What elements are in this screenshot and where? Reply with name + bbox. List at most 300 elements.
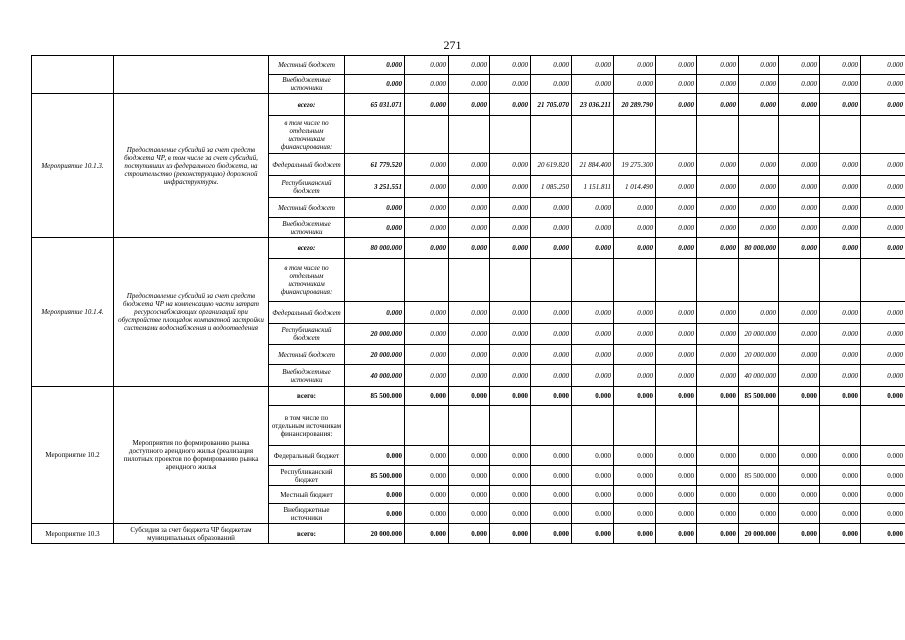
value-cell: 0.000 <box>572 486 614 504</box>
value-cell: 0.000 <box>861 238 905 259</box>
value-cell: 0.000 <box>820 94 861 116</box>
value-cell: 0.000 <box>614 466 656 486</box>
value-cell: 0.000 <box>572 302 614 324</box>
value-cell: 0.000 <box>490 94 531 116</box>
value-cell: 0.000 <box>531 486 572 504</box>
value-cell <box>820 259 861 302</box>
value-cell: 0.000 <box>449 504 490 524</box>
value-cell: 0.000 <box>697 387 739 406</box>
value-cell: 0.000 <box>572 466 614 486</box>
value-cell <box>820 116 861 154</box>
value-cell: 0.000 <box>405 387 449 406</box>
value-cell: 0.000 <box>779 486 820 504</box>
value-cell: 0.000 <box>739 56 779 75</box>
value-cell: 23 036.211 <box>572 94 614 116</box>
measure-cell <box>32 56 114 94</box>
value-cell <box>405 116 449 154</box>
value-cell: 0.000 <box>449 324 490 345</box>
value-cell: 0.000 <box>779 94 820 116</box>
value-cell: 0.000 <box>531 365 572 387</box>
value-cell: 0.000 <box>531 387 572 406</box>
value-cell: 20 619.820 <box>531 154 572 176</box>
value-cell <box>779 116 820 154</box>
value-cell: 0.000 <box>697 56 739 75</box>
description-cell <box>114 56 269 94</box>
value-cell: 0.000 <box>739 154 779 176</box>
value-cell <box>697 406 739 446</box>
value-cell: 0.000 <box>779 324 820 345</box>
value-cell: 0.000 <box>656 345 697 365</box>
value-cell: 0.000 <box>614 218 656 238</box>
value-cell: 0.000 <box>861 524 905 544</box>
value-cell: 0.000 <box>449 154 490 176</box>
value-cell: 0.000 <box>820 56 861 75</box>
funding-source-cell: в том числе по отдельным источникам финансирования: <box>269 116 345 154</box>
value-cell: 0.000 <box>697 176 739 198</box>
value-cell: 21 705.070 <box>531 94 572 116</box>
value-cell: 0.000 <box>697 466 739 486</box>
value-cell: 0.000 <box>572 524 614 544</box>
value-cell: 0.000 <box>779 466 820 486</box>
value-cell: 0.000 <box>531 446 572 466</box>
value-cell: 0.000 <box>779 345 820 365</box>
value-cell: 0.000 <box>861 365 905 387</box>
funding-source-cell: Местный бюджет <box>269 486 345 504</box>
value-cell: 0.000 <box>697 94 739 116</box>
value-cell: 0.000 <box>531 345 572 365</box>
value-cell <box>614 406 656 446</box>
value-cell <box>820 406 861 446</box>
value-cell: 0.000 <box>861 94 905 116</box>
value-cell: 0.000 <box>739 302 779 324</box>
value-cell: 0.000 <box>820 466 861 486</box>
value-cell: 0.000 <box>490 198 531 218</box>
value-cell: 0.000 <box>656 218 697 238</box>
value-cell: 1 014.490 <box>614 176 656 198</box>
value-cell: 0.000 <box>449 238 490 259</box>
value-cell: 0.000 <box>449 524 490 544</box>
value-cell: 0.000 <box>739 176 779 198</box>
value-cell: 0.000 <box>614 524 656 544</box>
value-cell: 0.000 <box>820 446 861 466</box>
measure-cell: Мероприятие 10.1.4. <box>32 238 114 387</box>
description-cell: Субсидия за счет бюджета ЧР бюджетам муниципальных образований <box>114 524 269 544</box>
value-cell: 0.000 <box>490 524 531 544</box>
value-cell: 0.000 <box>861 387 905 406</box>
value-cell: 0.000 <box>697 154 739 176</box>
value-cell: 0.000 <box>861 56 905 75</box>
measure-cell: Мероприятие 10.1.3. <box>32 94 114 238</box>
total-cell: 0.000 <box>345 446 405 466</box>
total-cell: 0.000 <box>345 198 405 218</box>
value-cell: 0.000 <box>572 365 614 387</box>
value-cell: 80 000.000 <box>739 238 779 259</box>
value-cell: 0.000 <box>697 238 739 259</box>
total-cell: 61 779.520 <box>345 154 405 176</box>
value-cell <box>697 116 739 154</box>
value-cell: 0.000 <box>405 524 449 544</box>
value-cell: 0.000 <box>490 486 531 504</box>
value-cell: 0.000 <box>490 324 531 345</box>
value-cell: 0.000 <box>779 387 820 406</box>
value-cell: 0.000 <box>739 198 779 218</box>
value-cell: 20 000.000 <box>739 324 779 345</box>
value-cell: 0.000 <box>449 56 490 75</box>
value-cell <box>697 259 739 302</box>
value-cell: 0.000 <box>861 324 905 345</box>
value-cell: 0.000 <box>490 238 531 259</box>
value-cell: 0.000 <box>820 324 861 345</box>
total-cell: 65 031.071 <box>345 94 405 116</box>
value-cell <box>861 406 905 446</box>
value-cell: 0.000 <box>779 302 820 324</box>
value-cell <box>779 406 820 446</box>
value-cell: 0.000 <box>531 524 572 544</box>
value-cell: 0.000 <box>490 446 531 466</box>
value-cell: 0.000 <box>614 486 656 504</box>
value-cell: 0.000 <box>861 345 905 365</box>
value-cell: 0.000 <box>405 365 449 387</box>
value-cell: 0.000 <box>739 75 779 94</box>
value-cell: 20 000.000 <box>739 524 779 544</box>
value-cell: 0.000 <box>861 466 905 486</box>
value-cell <box>449 406 490 446</box>
total-cell: 0.000 <box>345 75 405 94</box>
value-cell: 0.000 <box>614 345 656 365</box>
total-cell <box>345 406 405 446</box>
funding-source-cell: Внебюджетные источники <box>269 504 345 524</box>
value-cell: 0.000 <box>531 218 572 238</box>
table-row <box>32 387 905 406</box>
table-row <box>32 56 905 75</box>
value-cell: 0.000 <box>405 345 449 365</box>
total-cell: 0.000 <box>345 486 405 504</box>
value-cell: 0.000 <box>449 387 490 406</box>
value-cell: 0.000 <box>861 176 905 198</box>
page-number: 271 <box>443 38 462 52</box>
value-cell <box>572 406 614 446</box>
value-cell: 0.000 <box>861 198 905 218</box>
value-cell: 0.000 <box>531 198 572 218</box>
value-cell: 0.000 <box>656 75 697 94</box>
value-cell: 0.000 <box>656 324 697 345</box>
funding-source-cell: в том числе по отдельным источникам финансирования: <box>269 259 345 302</box>
value-cell: 0.000 <box>490 75 531 94</box>
total-cell: 20 000.000 <box>345 524 405 544</box>
value-cell: 0.000 <box>861 504 905 524</box>
total-cell: 20 000.000 <box>345 324 405 345</box>
table-row <box>32 94 905 116</box>
value-cell: 0.000 <box>697 486 739 504</box>
funding-source-cell: в том числе по отдельным источникам финансирования: <box>269 406 345 446</box>
value-cell: 0.000 <box>614 387 656 406</box>
value-cell: 0.000 <box>739 218 779 238</box>
value-cell: 0.000 <box>405 56 449 75</box>
value-cell: 0.000 <box>572 387 614 406</box>
total-cell: 0.000 <box>345 56 405 75</box>
value-cell: 0.000 <box>697 198 739 218</box>
value-cell: 0.000 <box>779 154 820 176</box>
table-row <box>32 238 905 259</box>
value-cell: 0.000 <box>531 238 572 259</box>
value-cell: 0.000 <box>861 75 905 94</box>
value-cell: 0.000 <box>405 75 449 94</box>
value-cell: 0.000 <box>861 302 905 324</box>
value-cell: 0.000 <box>405 198 449 218</box>
description-cell: Предоставление субсидий за счет средств бюджета ЧР на компенсацию части затрат ресурсоснабжающих организаций при обустройстве площадок компактной застройки системами водоснабжения и водоотведения <box>114 238 269 387</box>
value-cell <box>405 259 449 302</box>
value-cell: 0.000 <box>614 75 656 94</box>
value-cell: 40 000.000 <box>739 365 779 387</box>
total-cell: 40 000.000 <box>345 365 405 387</box>
value-cell: 20 289.790 <box>614 94 656 116</box>
funding-source-cell: Внебюджетные источники <box>269 365 345 387</box>
value-cell: 0.000 <box>820 486 861 504</box>
value-cell: 0.000 <box>739 94 779 116</box>
value-cell: 0.000 <box>656 466 697 486</box>
value-cell: 0.000 <box>656 176 697 198</box>
value-cell: 0.000 <box>614 504 656 524</box>
value-cell <box>449 259 490 302</box>
value-cell: 1 085.250 <box>531 176 572 198</box>
description-cell: Мероприятия по формированию рынка доступного арендного жилья (реализация пилотных проектов по формированию рынка арендного жилья <box>114 387 269 524</box>
value-cell: 0.000 <box>405 302 449 324</box>
value-cell: 0.000 <box>779 524 820 544</box>
value-cell <box>656 116 697 154</box>
value-cell: 0.000 <box>779 176 820 198</box>
value-cell <box>531 406 572 446</box>
value-cell <box>490 116 531 154</box>
value-cell: 0.000 <box>739 486 779 504</box>
value-cell: 0.000 <box>405 238 449 259</box>
value-cell: 0.000 <box>656 154 697 176</box>
value-cell: 0.000 <box>861 446 905 466</box>
value-cell: 0.000 <box>656 446 697 466</box>
value-cell: 0.000 <box>820 365 861 387</box>
value-cell: 0.000 <box>614 324 656 345</box>
value-cell: 0.000 <box>656 387 697 406</box>
value-cell: 0.000 <box>656 302 697 324</box>
value-cell <box>739 406 779 446</box>
measure-cell: Мероприятие 10.3 <box>32 524 114 544</box>
value-cell: 0.000 <box>820 345 861 365</box>
value-cell: 0.000 <box>490 387 531 406</box>
value-cell: 0.000 <box>449 218 490 238</box>
value-cell: 0.000 <box>861 218 905 238</box>
value-cell: 19 275.300 <box>614 154 656 176</box>
value-cell: 0.000 <box>490 302 531 324</box>
value-cell <box>490 406 531 446</box>
value-cell: 85 500.000 <box>739 387 779 406</box>
value-cell: 0.000 <box>490 345 531 365</box>
value-cell: 0.000 <box>614 302 656 324</box>
total-cell: 0.000 <box>345 504 405 524</box>
value-cell <box>405 406 449 446</box>
value-cell: 0.000 <box>779 365 820 387</box>
value-cell: 0.000 <box>614 56 656 75</box>
value-cell <box>572 116 614 154</box>
value-cell: 0.000 <box>820 238 861 259</box>
value-cell: 0.000 <box>490 504 531 524</box>
value-cell <box>614 116 656 154</box>
value-cell: 0.000 <box>531 302 572 324</box>
budget-table <box>31 55 905 544</box>
funding-source-cell: всего: <box>269 238 345 259</box>
funding-source-cell: Федеральный бюджет <box>269 302 345 324</box>
value-cell: 1 151.811 <box>572 176 614 198</box>
total-cell: 85 500.000 <box>345 387 405 406</box>
funding-source-cell: Федеральный бюджет <box>269 154 345 176</box>
value-cell <box>861 259 905 302</box>
funding-source-cell: Местный бюджет <box>269 198 345 218</box>
value-cell: 0.000 <box>490 218 531 238</box>
value-cell: 0.000 <box>405 504 449 524</box>
value-cell: 0.000 <box>531 75 572 94</box>
value-cell: 0.000 <box>490 176 531 198</box>
value-cell: 0.000 <box>779 504 820 524</box>
value-cell <box>779 259 820 302</box>
funding-source-cell: Федеральный бюджет <box>269 446 345 466</box>
funding-source-cell: Внебюджетные источники <box>269 75 345 94</box>
value-cell: 0.000 <box>449 365 490 387</box>
value-cell: 0.000 <box>779 238 820 259</box>
value-cell: 0.000 <box>697 302 739 324</box>
table-row <box>32 524 905 544</box>
value-cell: 0.000 <box>405 154 449 176</box>
value-cell: 0.000 <box>779 446 820 466</box>
value-cell: 0.000 <box>572 238 614 259</box>
funding-source-cell: Республиканский бюджет <box>269 324 345 345</box>
total-cell <box>345 259 405 302</box>
value-cell <box>656 259 697 302</box>
funding-source-cell: Республиканский бюджет <box>269 466 345 486</box>
funding-source-cell: Внебюджетные источники <box>269 218 345 238</box>
value-cell: 0.000 <box>572 56 614 75</box>
value-cell: 0.000 <box>861 486 905 504</box>
value-cell: 0.000 <box>572 504 614 524</box>
value-cell: 0.000 <box>449 94 490 116</box>
value-cell: 0.000 <box>490 56 531 75</box>
value-cell: 0.000 <box>449 176 490 198</box>
value-cell: 0.000 <box>656 486 697 504</box>
value-cell: 0.000 <box>614 238 656 259</box>
value-cell <box>449 116 490 154</box>
value-cell: 0.000 <box>861 154 905 176</box>
total-cell: 0.000 <box>345 302 405 324</box>
value-cell: 0.000 <box>820 176 861 198</box>
value-cell: 0.000 <box>405 486 449 504</box>
value-cell <box>656 406 697 446</box>
total-cell: 20 000.000 <box>345 345 405 365</box>
value-cell <box>739 259 779 302</box>
total-cell: 80 000.000 <box>345 238 405 259</box>
value-cell: 0.000 <box>697 524 739 544</box>
value-cell: 0.000 <box>656 238 697 259</box>
value-cell: 0.000 <box>820 218 861 238</box>
measure-cell: Мероприятие 10.2 <box>32 387 114 524</box>
value-cell: 0.000 <box>656 94 697 116</box>
value-cell: 0.000 <box>697 365 739 387</box>
funding-source-cell: Местный бюджет <box>269 345 345 365</box>
value-cell: 0.000 <box>614 365 656 387</box>
funding-source-cell: всего: <box>269 94 345 116</box>
total-cell: 85 500.000 <box>345 466 405 486</box>
value-cell: 0.000 <box>531 56 572 75</box>
value-cell: 0.000 <box>490 154 531 176</box>
value-cell: 0.000 <box>820 504 861 524</box>
value-cell: 20 000.000 <box>739 345 779 365</box>
description-cell: Предоставление субсидий за счет средств бюджета ЧР, в том числе за счет субсидий, поступивших из федерального бюджета, на строительство (реконструкцию) дорожной инфраструктуры. <box>114 94 269 238</box>
value-cell: 0.000 <box>697 446 739 466</box>
value-cell <box>739 116 779 154</box>
value-cell: 0.000 <box>656 56 697 75</box>
value-cell: 0.000 <box>697 504 739 524</box>
value-cell: 0.000 <box>779 56 820 75</box>
value-cell: 0.000 <box>779 198 820 218</box>
value-cell: 0.000 <box>405 324 449 345</box>
value-cell: 0.000 <box>531 324 572 345</box>
value-cell: 0.000 <box>449 75 490 94</box>
value-cell <box>861 116 905 154</box>
total-cell: 3 251.551 <box>345 176 405 198</box>
value-cell: 0.000 <box>572 345 614 365</box>
value-cell: 0.000 <box>656 365 697 387</box>
funding-source-cell: всего: <box>269 524 345 544</box>
value-cell: 0.000 <box>405 94 449 116</box>
value-cell: 0.000 <box>820 387 861 406</box>
value-cell: 0.000 <box>820 154 861 176</box>
value-cell: 21 884.400 <box>572 154 614 176</box>
value-cell: 85 500.000 <box>739 466 779 486</box>
value-cell: 0.000 <box>405 446 449 466</box>
value-cell: 0.000 <box>449 345 490 365</box>
value-cell: 0.000 <box>405 176 449 198</box>
value-cell: 0.000 <box>449 302 490 324</box>
value-cell: 0.000 <box>614 446 656 466</box>
value-cell: 0.000 <box>697 324 739 345</box>
value-cell: 0.000 <box>779 75 820 94</box>
value-cell: 0.000 <box>405 218 449 238</box>
value-cell: 0.000 <box>572 218 614 238</box>
value-cell <box>490 259 531 302</box>
value-cell: 0.000 <box>739 504 779 524</box>
value-cell: 0.000 <box>779 218 820 238</box>
value-cell: 0.000 <box>531 466 572 486</box>
value-cell: 0.000 <box>820 302 861 324</box>
value-cell: 0.000 <box>405 466 449 486</box>
funding-source-cell: всего: <box>269 387 345 406</box>
value-cell <box>614 259 656 302</box>
value-cell: 0.000 <box>572 198 614 218</box>
value-cell: 0.000 <box>531 504 572 524</box>
value-cell: 0.000 <box>572 324 614 345</box>
total-cell <box>345 116 405 154</box>
value-cell <box>531 259 572 302</box>
value-cell: 0.000 <box>449 446 490 466</box>
total-cell: 0.000 <box>345 218 405 238</box>
funding-source-cell: Местный бюджет <box>269 56 345 75</box>
value-cell: 0.000 <box>697 75 739 94</box>
value-cell: 0.000 <box>656 198 697 218</box>
value-cell: 0.000 <box>449 466 490 486</box>
value-cell: 0.000 <box>820 75 861 94</box>
value-cell: 0.000 <box>614 198 656 218</box>
value-cell: 0.000 <box>697 345 739 365</box>
value-cell: 0.000 <box>490 466 531 486</box>
value-cell: 0.000 <box>490 365 531 387</box>
value-cell: 0.000 <box>449 486 490 504</box>
value-cell: 0.000 <box>820 524 861 544</box>
